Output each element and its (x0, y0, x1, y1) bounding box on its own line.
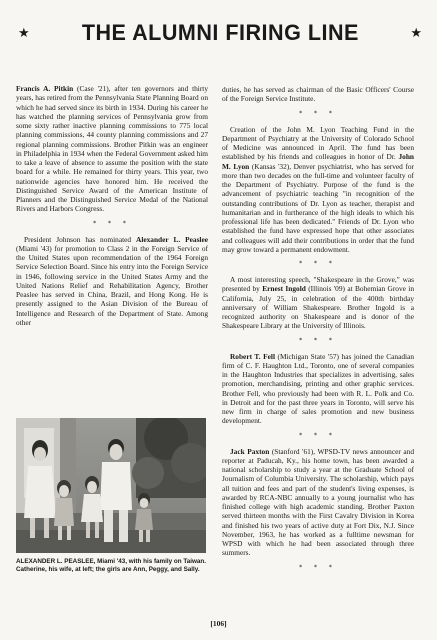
section-separator: * * * (299, 431, 337, 439)
article-text: (Stanford '61), WPSD-TV news announcer and reporter at Paducah, Ky., his home town, has been awarded a national scholarship to study a year at the Graduate School of Journalism of Columbia University. The scholarship, which pays all tuition and fees and part of the student's living expenses, is awarded by RCA-NBC annually to a young journalist who has finished college with high academic standing. Brother Paxton served thirteen months with the First Cavalry Division in Korea and finished his two years of active duty at Fort Dix, N.J. Since November, 1963, he has worked as a fulltime newsman for WPSD with which he had been associated through three summers. (222, 446, 414, 558)
article-text: (Michigan State '57) has joined the Canadian firm of C. F. Haughton Ltd., Toronto, one of several companies in the Haughton Industries that specializes in advertising, sales promotion, merchandising, printing and other graphic services. Brother Fell, who previously had been with R. L. Polk and Co. in Detroit and for the past three years in Toronto, will serve his new firm in charge of sales promotion and new business development. (222, 351, 414, 426)
page-number: [106] (210, 619, 227, 628)
page-title: THE ALUMNI FIRING LINE (81, 20, 359, 45)
article-text: (Illinois '09) at Bohemian Grove in California, July 25, in celebration of the 400th birthday anniversary of William Shakespeare. Brother Ingold is a recognized authority on Shakespeare and is donor of the Shakespeare Library at the University of Illinois. (222, 284, 414, 331)
page-header (18, 20, 422, 46)
section-separator: * * * (299, 336, 337, 344)
person-name: Francis A. Pitkin (16, 84, 74, 93)
left-column (16, 84, 208, 327)
article-text: (Miami '43) for promotion to Class 2 in the Foreign Service of the United States upon recommendation of the 1964 Foreign Service Selection Board. Since his entry into the Foreign Service in 1946, following service in the United States Army and the United Nations Relief and Rehabilitation Agency, Brother Peaslee has served in China, Brazil, and Hong Kong. He is presently assigned to the Asian Division of the Bureau of Intelligence and Research of the Department of State. Among other (16, 243, 208, 327)
article-lead: A most interesting speech, "Shakespeare in the Grove," was presented by (222, 275, 414, 294)
star-ornament-right-icon: ★ (410, 25, 422, 41)
article-pitkin (16, 84, 208, 214)
article-peaslee (16, 235, 208, 328)
person-name: Jack Paxton (230, 446, 270, 456)
article-ingold (222, 275, 414, 331)
article-text: (Case '21), after ten governors and thirty years, has retired from the Pennsylvania State Planning Board on which he had served since its birth in 1934. During his career he has watched the planning services of Pennsylvania grow from some sixty rather inactive planning commissions to 775 local planning commissions, 44 county planning commissions and 27 regional planning commissions. Brother Pitkin was an engineer in Philadelphia in 1934 when the Federal Government asked him to take a leave of absence to assume the position with the state board for a while. He remained for thirty years. This year, two nationwide agencies have honored him. He received the Distinguished Service Award of the American Institute of Planners and the Distinguished Service Medal of the National Rivers and Harbors Congress. (16, 84, 208, 214)
star-ornament-left-icon: ★ (18, 25, 30, 41)
section-separator: * * * (93, 219, 131, 227)
article-lead: Creation of the John M. Lyon Teaching Fund in the Department of Psychiatry at the University of Colorado School of Medicine was announced in April. The fund has been established by his friends and colleagues in honor of Dr. (222, 124, 414, 162)
person-name: John M. Lyon (222, 152, 414, 171)
article-peaslee-continued: duties, he has served as chairman of the Basic Officers' Course of the Foreign Service Institute. (222, 85, 414, 104)
article-lyon (222, 125, 414, 255)
right-column (222, 85, 414, 579)
person-name: Ernest Ingold (262, 284, 306, 294)
article-fell (222, 352, 414, 426)
article-lead: President Johnson has nominated (24, 234, 137, 244)
section-separator: * * * (299, 260, 337, 267)
person-name: Robert T. Fell (230, 351, 275, 361)
section-separator: * * * (299, 563, 337, 571)
family-photo-image (16, 418, 206, 553)
article-text: (Kansas '32), Denver psychiatrist, who has served for more than two decades on the full-time and volunteer faculty of the Department of Psychiatry. Purpose of the fund is the advancement of psychiatric teaching "in recognition of the outstanding contributions of Dr. Lyon as teacher, therapist and humanitarian and in furtherance of the high ideals to which his professional life has been dedicated." Friends of Dr. Lyon who established the fund have expressed hope that other associates and colleagues will add their contributions in order that the fund may grow toward a permanent endowment. (222, 161, 415, 254)
family-photo (16, 418, 206, 553)
section-separator: * * * (299, 109, 337, 117)
photo-caption: ALEXANDER L. PEASLEE, Miami '43, with his family on Taiwan. Catherine, his wife, at left; the girls are Ann, Peggy, and Sally. (16, 558, 206, 574)
article-paxton (222, 447, 414, 558)
person-name: Alexander L. Peaslee (136, 234, 208, 244)
